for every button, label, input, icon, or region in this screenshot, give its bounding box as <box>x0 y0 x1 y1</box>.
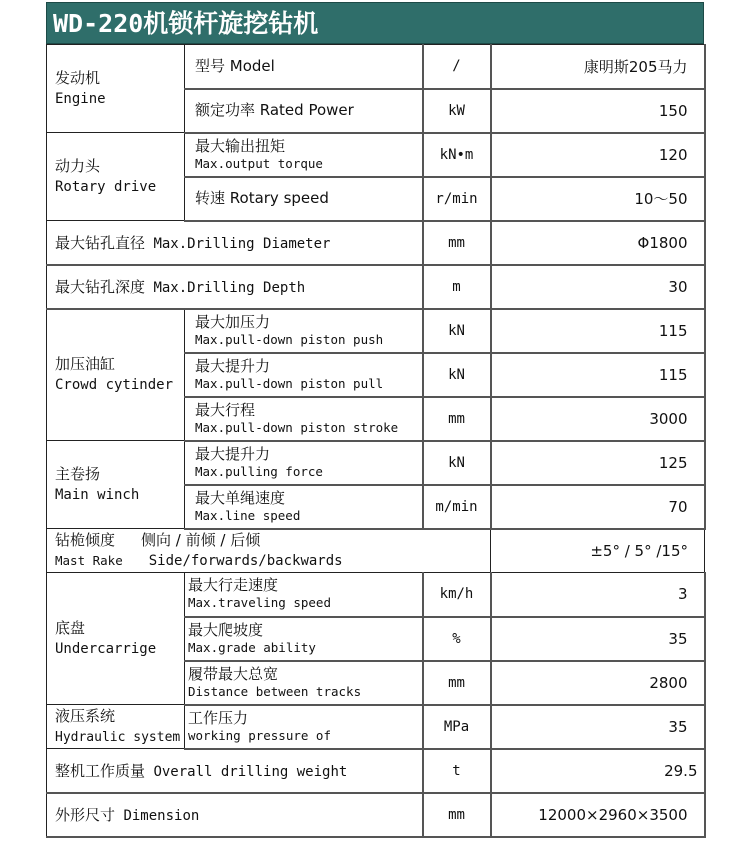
param-value: 30 <box>491 265 705 309</box>
table-row <box>47 793 705 837</box>
param-unit: kN <box>423 441 491 485</box>
param-unit: mm <box>423 793 491 837</box>
param-label: 最大加压力 Max.pull-down piston push <box>185 309 423 353</box>
category-label-en: Rotary drive <box>55 178 157 195</box>
category-engine <box>47 45 185 133</box>
param-value: 10～50 <box>491 177 705 221</box>
param-unit: t <box>423 749 491 793</box>
category-label-zh: 液压系统 <box>55 706 116 725</box>
table-row <box>47 133 705 177</box>
category-label-en: Hydraulic system <box>55 729 181 745</box>
category-label-zh: 动力头 <box>55 156 101 175</box>
category-winch <box>47 441 185 529</box>
param-label: 最大钻孔深度 Max.Drilling Depth <box>47 265 423 309</box>
param-value: 115 <box>491 309 705 353</box>
param-unit: r/min <box>423 177 491 221</box>
table-row <box>47 705 705 749</box>
param-value: Φ1800 <box>491 221 705 265</box>
param-label: 最大提升力 Max.pulling force <box>185 441 423 485</box>
param-value: 29.5 <box>491 749 705 793</box>
param-unit: kN <box>423 353 491 397</box>
param-value: 3000 <box>491 397 705 441</box>
param-label: 整机工作质量 Overall drilling weight <box>47 749 423 793</box>
param-value: 150 <box>491 89 705 133</box>
table-row <box>47 309 705 353</box>
table-row <box>47 441 705 485</box>
category-label-en: Undercarrige <box>55 640 157 657</box>
category-crowd <box>47 309 185 441</box>
category-label-zh: 加压油缸 <box>55 354 116 373</box>
param-unit: % <box>423 617 491 661</box>
param-value: 120 <box>491 133 705 177</box>
param-label: 最大输出扭矩 Max.output torque <box>185 133 423 177</box>
category-label-en: Main winch <box>55 486 140 503</box>
param-label: 最大单绳速度 Max.line speed <box>185 485 423 529</box>
param-value: 康明斯205马力 <box>491 45 705 89</box>
param-unit: / <box>423 45 491 89</box>
param-unit: m <box>423 265 491 309</box>
param-label: 额定功率 Rated Power <box>185 89 423 133</box>
param-label: 最大行程 Max.pull-down piston stroke <box>185 397 423 441</box>
param-value: 35 <box>491 705 705 749</box>
category-label-en: Crowd cytinder <box>55 376 174 393</box>
param-value: 35 <box>491 617 705 661</box>
param-unit: mm <box>423 661 491 705</box>
category-hydraulic <box>47 705 185 749</box>
spec-table <box>46 44 706 838</box>
param-label: 最大提升力 Max.pull-down piston pull <box>185 353 423 397</box>
param-value: ±5° / 5° /15° <box>491 529 705 573</box>
param-label: 型号 Model <box>185 45 423 89</box>
param-value: 3 <box>491 573 705 617</box>
category-label-zh: 底盘 <box>55 618 86 637</box>
category-label-zh: 发动机 <box>55 68 101 87</box>
param-label: 最大行走速度 Max.traveling speed <box>185 573 423 617</box>
category-undercarriage <box>47 573 185 705</box>
param-label: 履带最大总宽 Distance between tracks <box>185 661 423 705</box>
param-value: 125 <box>491 441 705 485</box>
param-value: 2800 <box>491 661 705 705</box>
param-label: 最大钻孔直径 Max.Drilling Diameter <box>47 221 423 265</box>
table-row <box>47 45 705 89</box>
table-row <box>47 749 705 793</box>
page-title: WD-220机锁杆旋挖钻机 <box>46 2 704 44</box>
category-label-zh: 主卷扬 <box>55 464 101 483</box>
category-rotary <box>47 133 185 221</box>
param-label: 转速 Rotary speed <box>185 177 423 221</box>
param-value: 12000×2960×3500 <box>491 793 705 837</box>
param-unit: mm <box>423 221 491 265</box>
category-label-en: Engine <box>55 90 106 107</box>
param-unit: kW <box>423 89 491 133</box>
table-row <box>47 221 705 265</box>
param-label-mast-rake: 钻桅倾度 侧向 / 前倾 / 后倾 Mast Rake Side/forwards/backwards <box>47 529 491 573</box>
param-value: 115 <box>491 353 705 397</box>
param-unit: mm <box>423 397 491 441</box>
param-unit: kN•m <box>423 133 491 177</box>
param-label: 外形尺寸 Dimension <box>47 793 423 837</box>
table-row <box>47 573 705 617</box>
param-label: 最大爬坡度 Max.grade ability <box>185 617 423 661</box>
table-row <box>47 529 705 573</box>
table-row <box>47 265 705 309</box>
param-unit: km/h <box>423 573 491 617</box>
param-unit: m/min <box>423 485 491 529</box>
param-unit: kN <box>423 309 491 353</box>
param-label: 工作压力 working pressure of <box>185 705 423 749</box>
param-unit: MPa <box>423 705 491 749</box>
param-value: 70 <box>491 485 705 529</box>
